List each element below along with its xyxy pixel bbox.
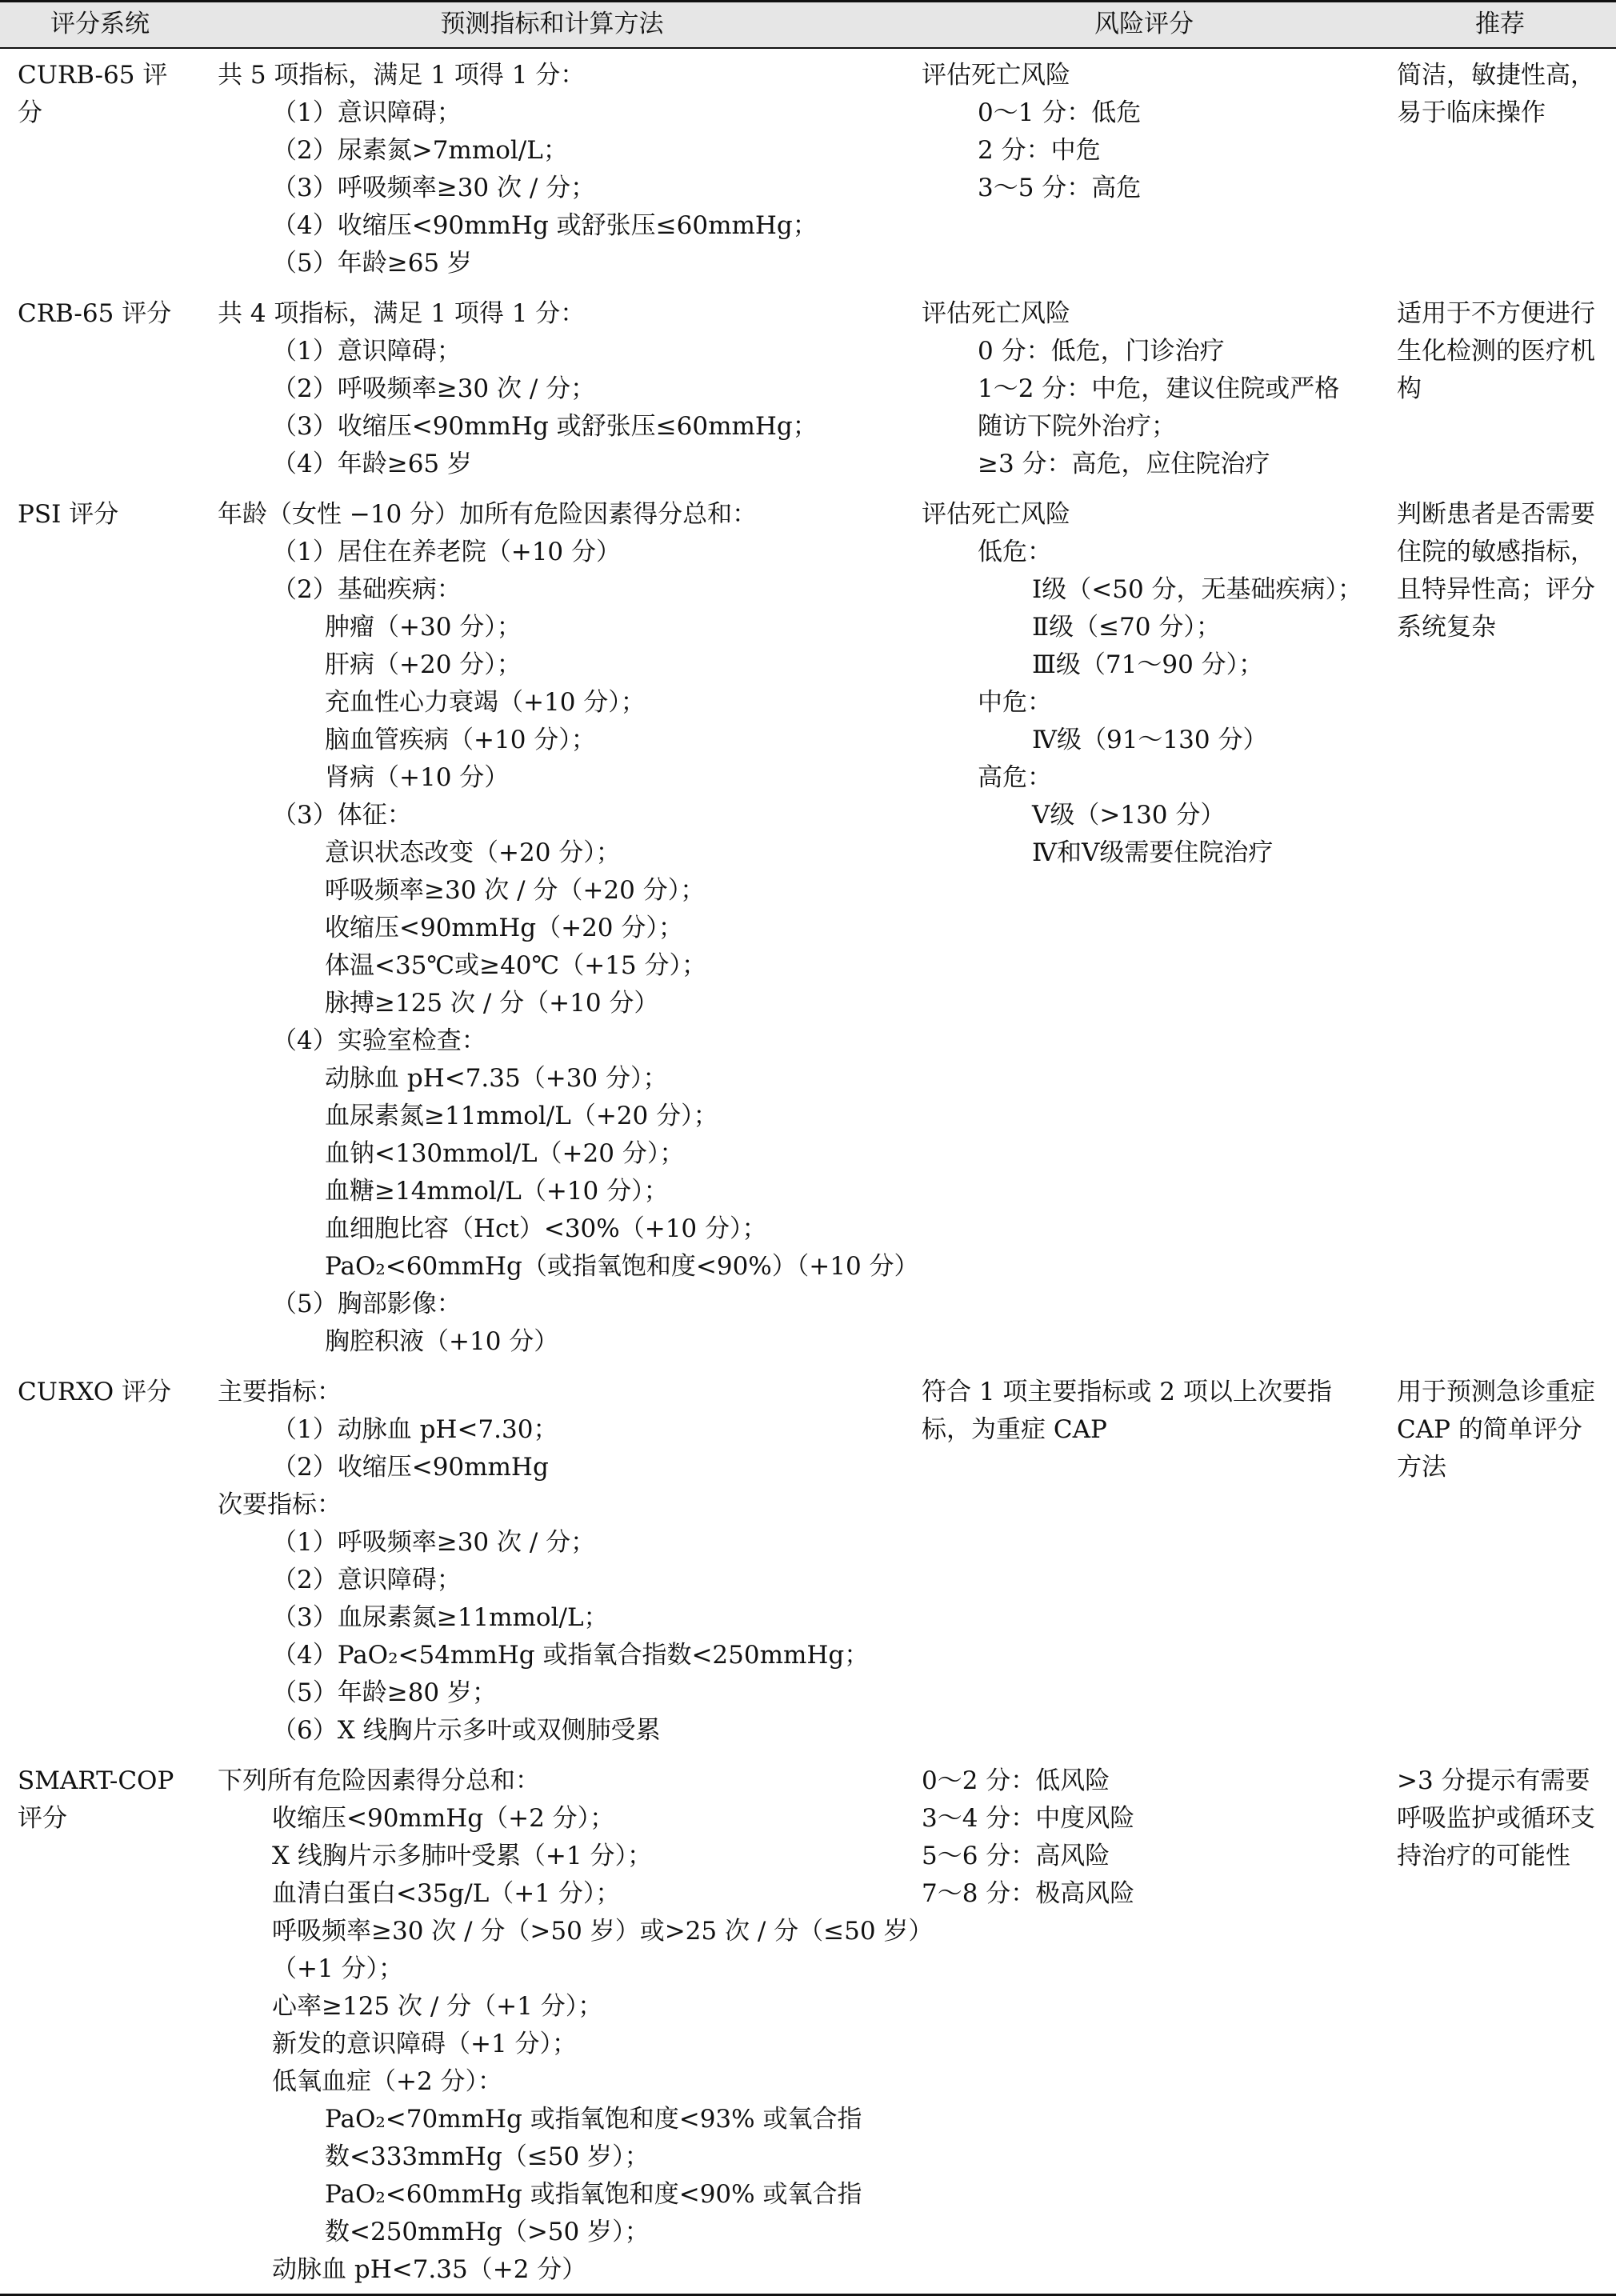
table-row — [0, 1754, 1616, 2295]
risk-line: 评估死亡风险 — [922, 499, 1070, 529]
risk-line: ≥3 分：高危，应住院治疗 — [978, 449, 1270, 478]
method-line: 血糖≥14mmol/L（+10 分）； — [325, 1176, 669, 1206]
method-line: 肝病（+20 分）； — [325, 650, 522, 679]
risk-line: 标，为重症 CAP — [922, 1414, 1107, 1444]
method-line: PaO₂<70mmHg 或指氧饱和度<93% 或氧合指 — [325, 2104, 862, 2134]
method-line: （5）年龄≥65 岁 — [272, 248, 472, 278]
method-line: （5）年龄≥80 岁； — [272, 1678, 497, 1707]
table-row — [0, 287, 1616, 488]
method-line: 动脉血 pH<7.35（+2 分） — [272, 2254, 587, 2284]
method-line: （1）居住在养老院（+10 分） — [272, 537, 621, 566]
method-line: 新发的意识障碍（+1 分）； — [272, 2029, 578, 2058]
method-line: 数<333mmHg（≤50 岁）； — [325, 2142, 650, 2171]
method-line: 共 4 项指标，满足 1 项得 1 分： — [218, 298, 586, 328]
scoring-system-name: SMART-COP 评分 — [0, 1754, 200, 2295]
method-line: （4）收缩压<90mmHg 或舒张压≤60mmHg； — [272, 210, 818, 240]
table-row — [0, 1366, 1616, 1754]
risk-cell — [904, 48, 1384, 287]
method-line: PaO₂<60mmHg（或指氧饱和度<90%）（+10 分） — [325, 1251, 919, 1281]
table-row — [0, 488, 1616, 1366]
method-line: （4）实验室检查： — [272, 1026, 486, 1055]
risk-cell — [904, 488, 1384, 1366]
method-line: X 线胸片示多肺叶受累（+1 分）； — [272, 1841, 652, 1870]
risk-cell — [904, 1366, 1384, 1754]
recommendation-text: >3 分提示有需要呼吸监护或循环支持治疗的可能性 — [1384, 1754, 1616, 2295]
method-line: 共 5 项指标，满足 1 项得 1 分： — [218, 60, 586, 90]
method-line: （1）动脉血 pH<7.30； — [272, 1414, 558, 1444]
risk-line: 0～1 分：低危 — [978, 98, 1142, 127]
recommendation-text: 判断患者是否需要住院的敏感指标，且特异性高；评分系统复杂 — [1397, 499, 1595, 642]
scoring-system-name: CURB-65 评分 — [18, 60, 168, 127]
method-line: （4）PaO₂<54mmHg 或指氧合指数<250mmHg； — [272, 1640, 870, 1670]
risk-line: 0 分：低危，门诊治疗 — [978, 336, 1225, 366]
method-line: 次要指标： — [218, 1490, 342, 1519]
recommendation-text: 简洁，敏捷性高，易于临床操作 — [1397, 60, 1595, 127]
risk-line: Ⅰ级（<50 分，无基础疾病）； — [1032, 574, 1363, 604]
method-line: （2）基础疾病： — [272, 574, 462, 604]
method-line: 脉搏≥125 次 / 分（+10 分） — [325, 988, 659, 1018]
method-line: 收缩压<90mmHg（+20 分）； — [325, 913, 683, 942]
method-line: （1）呼吸频率≥30 次 / 分； — [272, 1527, 596, 1557]
method-line: 体温<35℃或≥40℃（+15 分）； — [325, 950, 706, 980]
risk-line: Ⅲ级（71～90 分）； — [1032, 650, 1264, 679]
method-cell — [200, 1754, 934, 2295]
method-line: 肿瘤（+30 分）； — [325, 612, 522, 642]
risk-line: 3～5 分：高危 — [978, 173, 1142, 202]
method-cell — [200, 287, 904, 488]
risk-line: 0～2 分：低风险 — [922, 1766, 1110, 1795]
method-line: 呼吸频率≥30 次 / 分（>50 岁）或>25 次 / 分（≤50 岁） — [272, 1916, 934, 1946]
method-line: 年龄（女性 −10 分）加所有危险因素得分总和： — [218, 499, 758, 529]
header-risk-score: 风险评分 — [904, 2, 1384, 48]
scoring-system-name: CRB-65 评分 — [18, 298, 172, 328]
method-line: 胸腔积液（+10 分） — [325, 1326, 559, 1356]
method-line: 低氧血症（+2 分）： — [272, 2066, 503, 2096]
method-line: 呼吸频率≥30 次 / 分（+20 分）； — [325, 875, 706, 905]
method-line: 血细胞比容（Hct）<30%（+10 分）； — [325, 1214, 767, 1243]
recommendation-text: 用于预测急诊重症 CAP 的简单评分方法 — [1397, 1377, 1595, 1482]
method-line: 心率≥125 次 / 分（+1 分）； — [272, 1991, 603, 2021]
risk-line: 高危： — [978, 762, 1052, 792]
risk-line: Ⅱ级（≤70 分）； — [1032, 612, 1221, 642]
risk-line: 7～8 分：极高风险 — [922, 1878, 1135, 1908]
method-line: 肾病（+10 分） — [325, 762, 510, 792]
risk-line: Ⅳ和Ⅴ级需要住院治疗 — [1032, 838, 1274, 867]
method-line: 充血性心力衰竭（+10 分）； — [325, 687, 646, 717]
method-line: PaO₂<60mmHg 或指氧饱和度<90% 或氧合指 — [325, 2179, 862, 2209]
method-line: 血尿素氮≥11mmol/L（+20 分）； — [325, 1101, 718, 1130]
scoring-system-name: PSI 评分 — [18, 499, 119, 529]
method-line: （2）尿素氮>7mmol/L； — [272, 135, 568, 165]
risk-line: 评估死亡风险 — [922, 298, 1070, 328]
method-line: （3）呼吸频率≥30 次 / 分； — [272, 173, 596, 202]
method-line: （3）体征： — [272, 800, 412, 830]
method-cell — [200, 1366, 904, 1754]
method-line: 数<250mmHg（>50 岁）； — [325, 2217, 650, 2246]
method-cell — [200, 48, 904, 287]
method-line: （1）意识障碍； — [272, 98, 462, 127]
scoring-system-name: CURXO 评分 — [18, 1377, 171, 1406]
header-scoring-system: 评分系统 — [0, 2, 200, 48]
method-line: 脑血管疾病（+10 分）； — [325, 725, 596, 754]
risk-line: 低危： — [978, 537, 1052, 566]
method-line: （2）呼吸频率≥30 次 / 分； — [272, 374, 596, 403]
method-line: （+1 分）； — [272, 1954, 404, 1983]
risk-line: 中危： — [978, 687, 1052, 717]
risk-line: 1～2 分：中危，建议住院或严格 — [978, 374, 1340, 403]
method-line: （2）收缩压<90mmHg — [272, 1452, 549, 1482]
risk-line: 5～6 分：高风险 — [922, 1841, 1110, 1870]
method-line: （6）X 线胸片示多叶或双侧肺受累 — [272, 1715, 661, 1745]
method-line: （4）年龄≥65 岁 — [272, 449, 472, 478]
method-line: 血清白蛋白<35g/L（+1 分）； — [272, 1878, 621, 1908]
method-line: 主要指标： — [218, 1377, 342, 1406]
table-header-row — [0, 2, 1616, 48]
method-line: （3）收缩压<90mmHg 或舒张压≤60mmHg； — [272, 411, 818, 441]
risk-cell — [904, 1754, 1384, 2295]
method-line: 下列所有危险因素得分总和： — [218, 1766, 540, 1795]
method-cell — [200, 488, 919, 1366]
risk-line: 3～4 分：中度风险 — [922, 1803, 1135, 1833]
method-line: （3）血尿素氮≥11mmol/L； — [272, 1602, 609, 1632]
header-recommendation: 推荐 — [1384, 2, 1616, 48]
method-line: 动脉血 pH<7.35（+30 分）； — [325, 1063, 668, 1093]
method-line: （5）胸部影像： — [272, 1289, 462, 1318]
header-predictors-and-method: 预测指标和计算方法 — [200, 2, 904, 48]
method-line: 血钠<130mmol/L（+20 分）； — [325, 1138, 685, 1168]
method-line: （2）意识障碍； — [272, 1565, 462, 1594]
risk-line: Ⅳ级（91～130 分） — [1032, 725, 1268, 754]
method-line: 收缩压<90mmHg（+2 分）； — [272, 1803, 615, 1833]
risk-line: 评估死亡风险 — [922, 60, 1070, 90]
risk-line: Ⅴ级（>130 分） — [1032, 800, 1226, 830]
recommendation-text: 适用于不方便进行生化检测的医疗机构 — [1397, 298, 1595, 403]
method-line: 意识状态改变（+20 分）； — [325, 838, 621, 867]
risk-line: 2 分：中危 — [978, 135, 1101, 165]
risk-line: 随访下院外治疗； — [978, 411, 1176, 441]
risk-cell — [904, 287, 1384, 488]
table-row — [0, 48, 1616, 287]
risk-line: 符合 1 项主要指标或 2 项以上次要指 — [922, 1377, 1332, 1406]
method-line: （1）意识障碍； — [272, 336, 462, 366]
